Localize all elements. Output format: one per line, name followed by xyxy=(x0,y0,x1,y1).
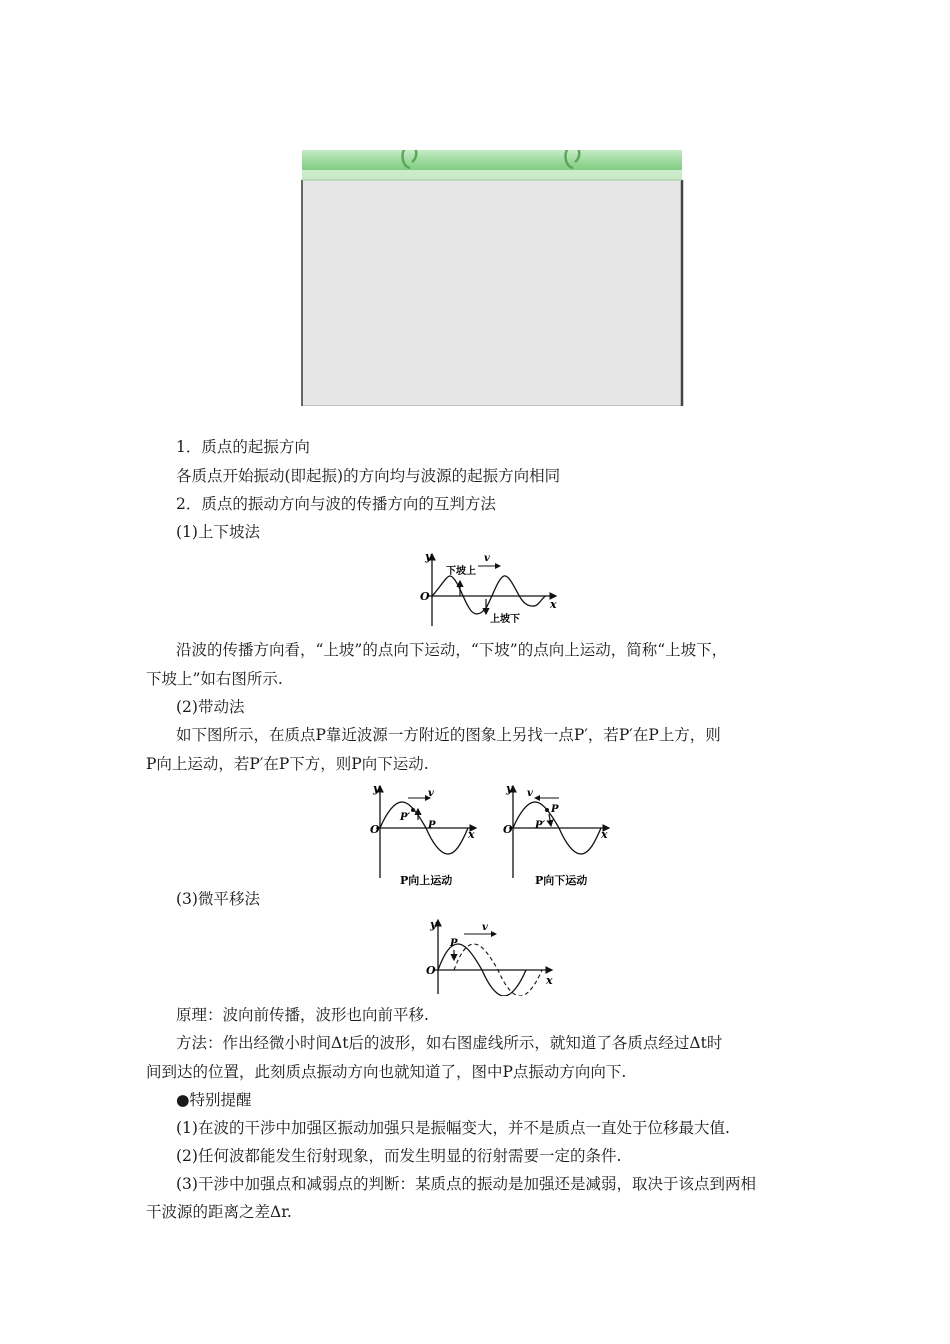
x-axis-label: x xyxy=(550,598,557,611)
velocity-label: v xyxy=(484,553,490,564)
section1-text: 各质点开始振动(即起振)的方向均与波源的起振方向相同 xyxy=(176,467,561,485)
shift-method-figure xyxy=(424,914,558,1000)
method2-text-line2: P向上运动，若P′在P下方，则P向下运动. xyxy=(146,755,429,773)
svg-text:O: O xyxy=(426,964,436,977)
drive-method-figure-down xyxy=(503,780,615,896)
method2-text-line1: 如下图所示，在质点P靠近波源一方附近的图象上另找一点P′，若P′在P上方，则 xyxy=(176,726,721,744)
figure-caption: P向上运动 xyxy=(400,874,453,887)
p-prime-label: P′ xyxy=(400,812,411,823)
svg-text:x: x xyxy=(468,828,475,841)
svg-text:y: y xyxy=(373,782,380,795)
svg-text:y: y xyxy=(430,918,437,931)
reminder-title: ●特别提醒 xyxy=(176,1091,252,1109)
section2-title: 2．质点的振动方向与波的传播方向的互判方法 xyxy=(176,495,496,513)
downslope-up-label: 下坡上 xyxy=(446,566,476,577)
svg-text:v: v xyxy=(428,788,434,799)
upslope-down-label: 上坡下 xyxy=(490,614,520,625)
method1-title: (1)上下坡法 xyxy=(176,523,260,541)
svg-text:O: O xyxy=(370,823,380,836)
p-label: P xyxy=(551,804,559,815)
reminder-item2: (2)任何波都能发生衍射现象，而发生明显的衍射需要一定的条件. xyxy=(176,1147,622,1165)
slope-method-figure xyxy=(418,548,568,632)
method1-text-line1: 沿波的传播方向看，“上坡”的点向下运动，“下坡”的点向上运动，简称“上坡下， xyxy=(176,641,728,659)
method3-principle: 原理：波向前传播，波形也向前平移. xyxy=(176,1006,429,1024)
origin-label: O xyxy=(420,590,430,603)
reminder-item3-line2: 干波源的距离之差Δr. xyxy=(146,1203,292,1221)
svg-text:x: x xyxy=(546,974,553,987)
figure-caption: P向下运动 xyxy=(535,874,588,887)
method2-title: (2)带动法 xyxy=(176,698,245,716)
svg-text:v: v xyxy=(527,788,533,799)
y-axis-label: y xyxy=(425,550,432,563)
drive-method-figure-up xyxy=(370,780,482,896)
svg-text:x: x xyxy=(601,828,608,841)
method3-method-line2: 间到达的位置，此刻质点振动方向也就知道了，图中P点振动方向向下. xyxy=(146,1063,627,1081)
p-label: P xyxy=(450,938,458,949)
method3-title: (3)微平移法 xyxy=(176,890,260,908)
svg-text:O: O xyxy=(503,823,513,836)
svg-text:y: y xyxy=(506,782,513,795)
reminder-item1: (1)在波的干涉中加强区振动加强只是振幅变大，并不是质点一直处于位移最大值. xyxy=(176,1119,730,1137)
method1-text-line2: 下坡上”如右图所示. xyxy=(146,670,283,688)
p-prime-label: P′ xyxy=(535,820,546,831)
reminder-item3-line1: (3)干涉中加强点和减弱点的判断：某质点的振动是加强还是减弱，取决于该点到两相 xyxy=(176,1175,756,1193)
method3-method-line1: 方法：作出经微小时间Δt后的波形，如右图虚线所示，就知道了各质点经过Δt时 xyxy=(176,1034,723,1052)
p-label: P xyxy=(428,820,436,831)
svg-text:v: v xyxy=(482,922,488,933)
blank-board-graphic xyxy=(300,150,684,406)
section1-title: 1．质点的起振方向 xyxy=(176,438,310,456)
